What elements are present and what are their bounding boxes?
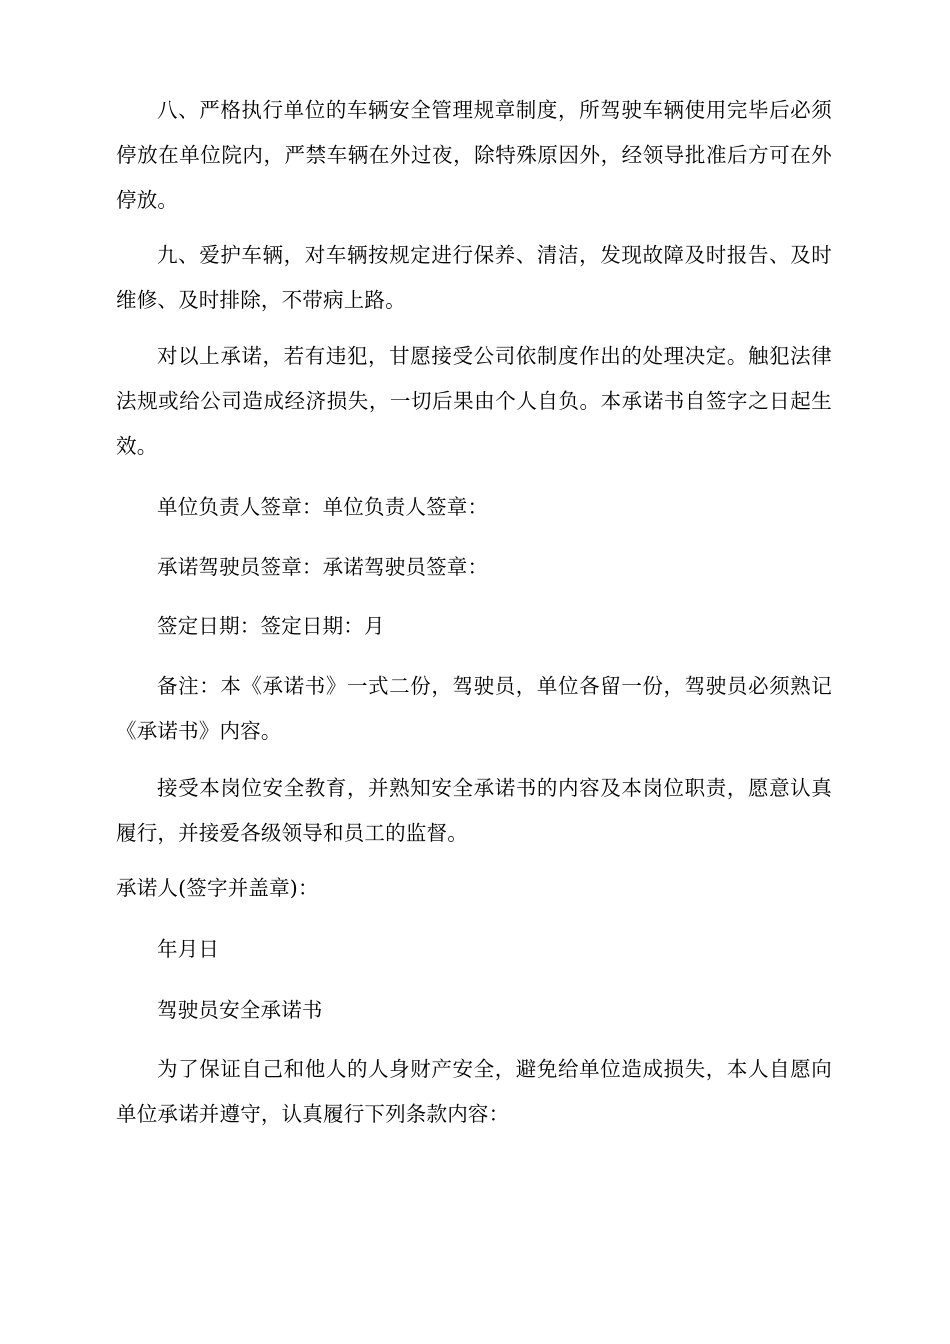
note-paragraph: 备注：本《承诺书》一式二份，驾驶员，单位各留一份，驾驶员必须熟记《承诺书》内容。 xyxy=(116,674,832,743)
acceptance-paragraph: 接受本岗位安全教育，并熟知安全承诺书的内容及本岗位职责，愿意认真履行，并接爱各级领导和员工的监督。 xyxy=(116,776,832,845)
clause-nine: 九、爱护车辆，对车辆按规定进行保养、清洁，发现故障及时报告、及时维修、及时排除，不带病上路。 xyxy=(116,243,832,312)
date-placeholder: 年月日 xyxy=(157,937,220,961)
unit-signature-line: 单位负责人签章：单位负责人签章： xyxy=(157,495,489,519)
clause-eight: 八、严格执行单位的车辆安全管理规章制度，所驾驶车辆使用完毕后必须停放在单位院内，严禁车辆在外过夜，除特殊原因外，经领导批准后方可在外停放。 xyxy=(116,98,832,212)
signing-date-line: 签定日期：签定日期：月 xyxy=(157,614,385,638)
commitment-paragraph: 对以上承诺，若有违犯，甘愿接受公司依制度作出的处理决定。触犯法律法规或给公司造成经济损失，一切后果由个人自负。本承诺书自签字之日起生效。 xyxy=(116,344,832,458)
driver-signature-line: 承诺驾驶员签章：承诺驾驶员签章： xyxy=(157,555,489,579)
intro-paragraph: 为了保证自己和他人的人身财产安全，避免给单位造成损失，本人自愿向单位承诺并遵守，认真履行下列条款内容： xyxy=(116,1057,832,1126)
promisor-signature-line: 承诺人(签字并盖章)： xyxy=(116,876,319,900)
section-title: 驾驶员安全承诺书 xyxy=(157,998,323,1022)
